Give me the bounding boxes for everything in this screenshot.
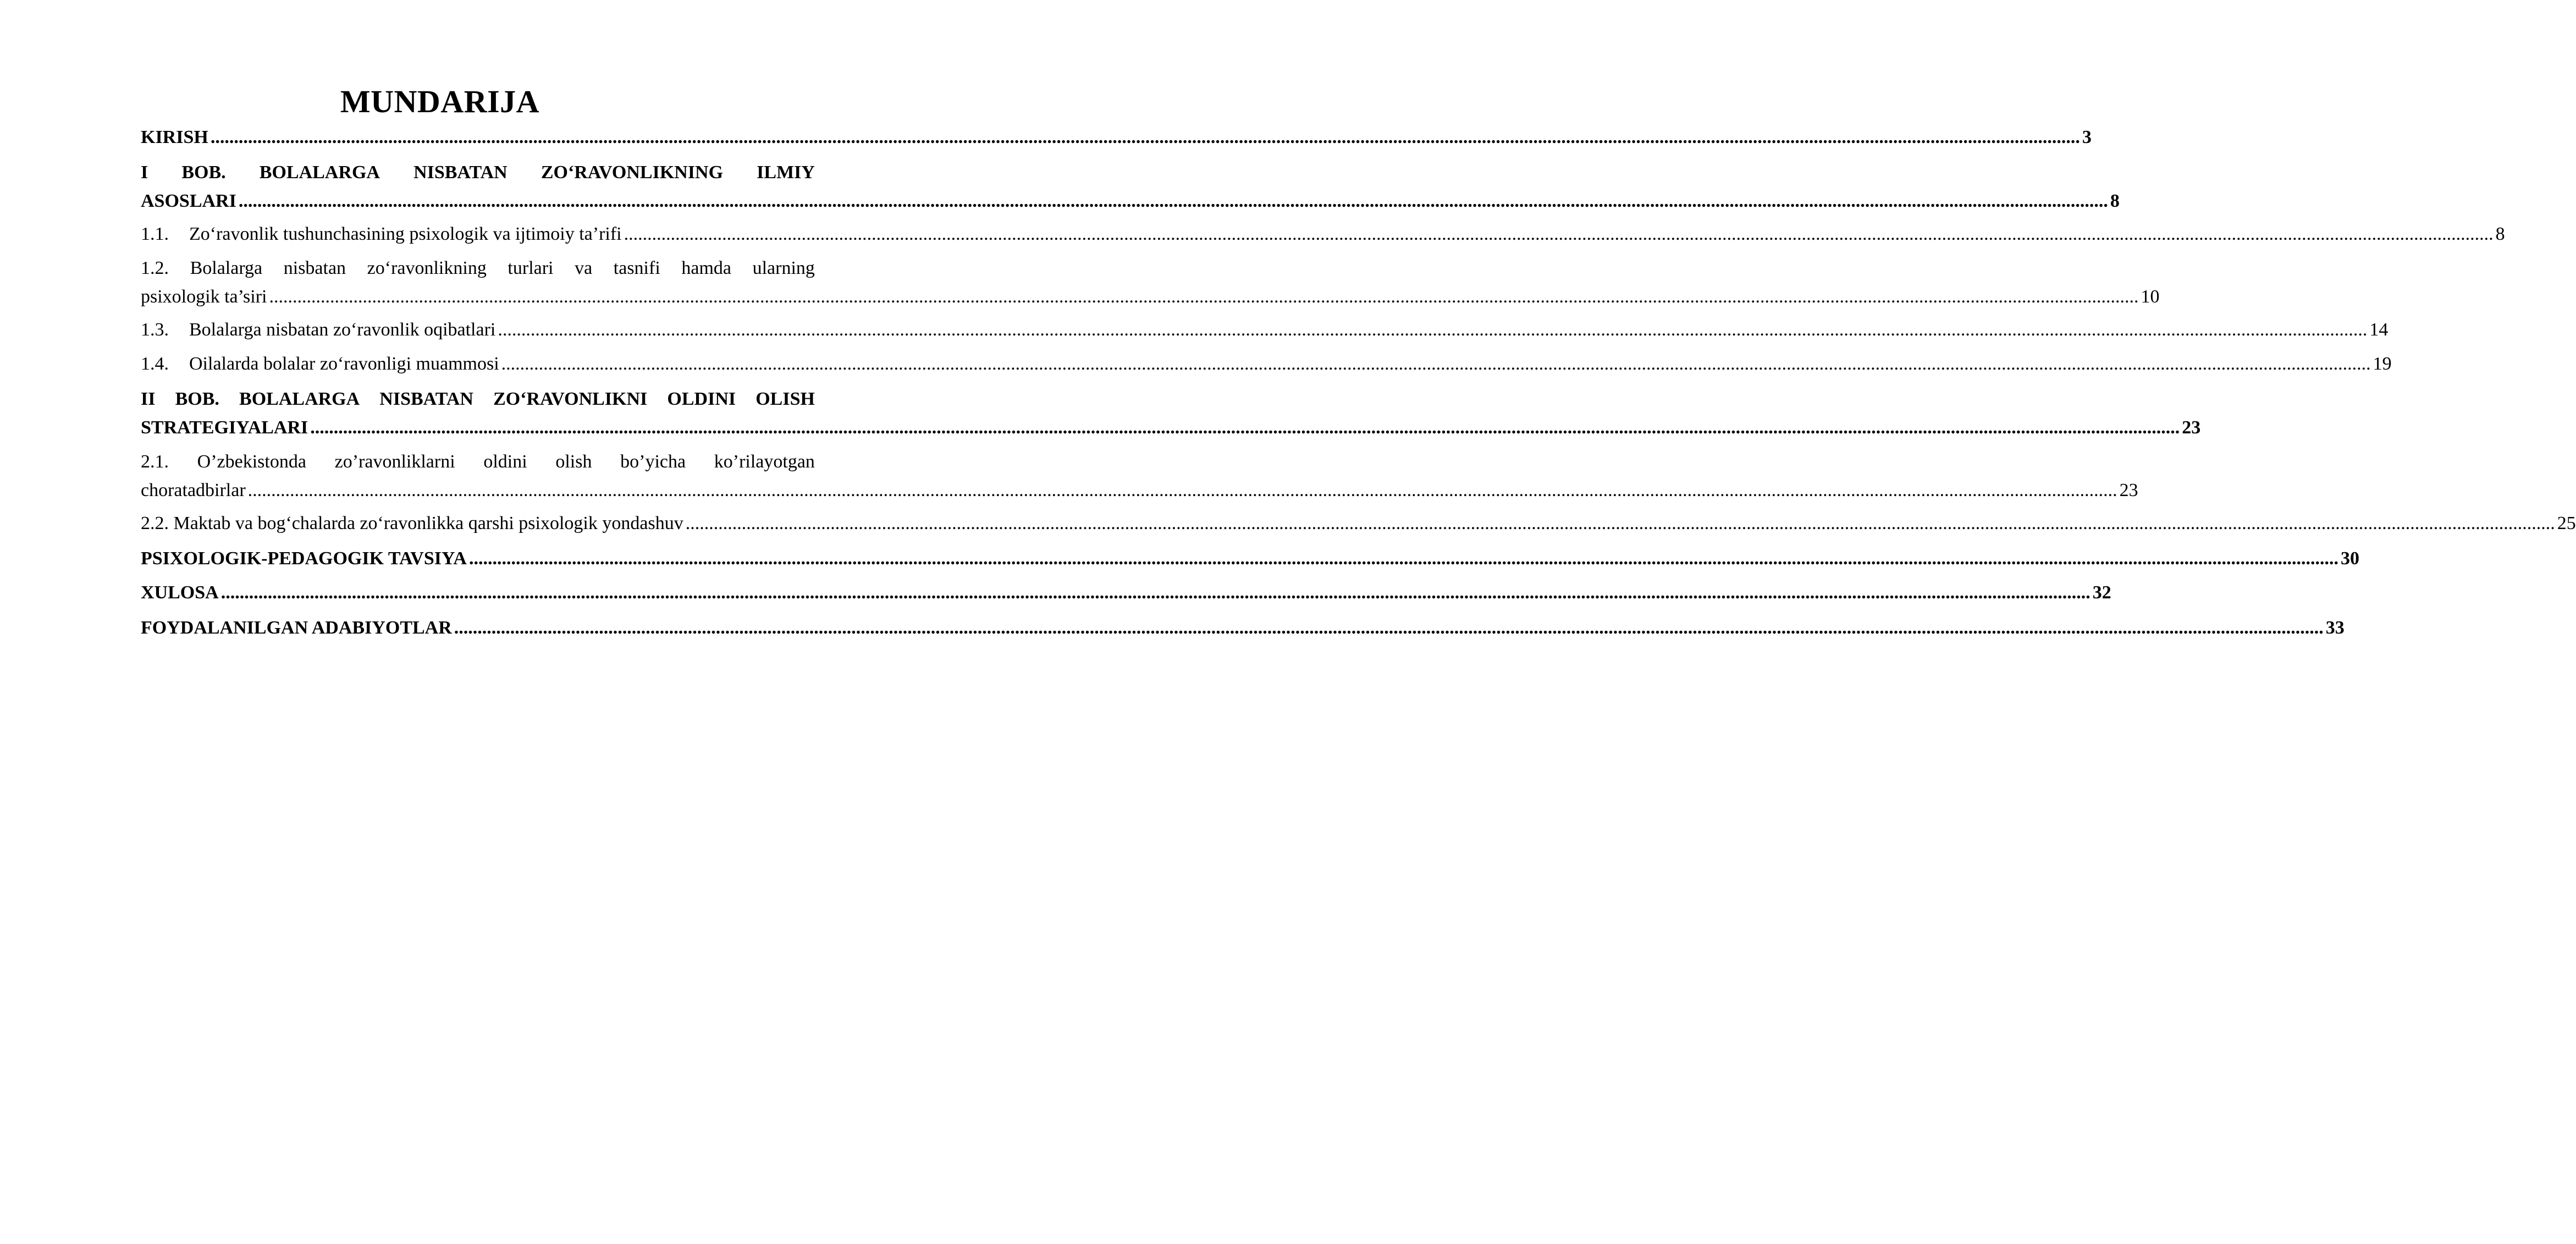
toc-page-number: 14 bbox=[2369, 320, 2389, 340]
toc-entry-label: FOYDALANILGAN ADABIYOTLAR bbox=[141, 618, 452, 638]
toc-section-number: 1.4. bbox=[141, 354, 169, 374]
toc-entry-line1 bbox=[141, 158, 815, 187]
toc-page-number: 23 bbox=[2119, 480, 2138, 500]
toc-page-number: 23 bbox=[2182, 417, 2201, 438]
dot-leader: ................................................................................................................................................................................................................................................................................................................................................................................................................ bbox=[269, 287, 2139, 307]
toc-entry-1-3[interactable] bbox=[141, 316, 2389, 344]
toc-entry-2-1[interactable] bbox=[141, 448, 2138, 505]
toc-entry-label: Zo‘ravonlik tushunchasining psixologik va ijtimoiy ta’rifi bbox=[189, 224, 622, 244]
toc-entry-label: Oilalarda bolalar zo‘ravonligi muammosi bbox=[189, 354, 499, 374]
toc-page-number: 30 bbox=[2340, 548, 2359, 569]
toc-entry-chapter-2[interactable] bbox=[141, 385, 2201, 442]
dot-leader: ................................................................................................................................................................................................................................................................................................................................................................................................................ bbox=[238, 191, 2108, 211]
toc-page-number: 10 bbox=[2141, 287, 2160, 307]
toc-entry-1-1[interactable] bbox=[141, 220, 2505, 249]
toc-entry-label: XULOSA bbox=[141, 582, 219, 603]
toc-entry-label: choratadbirlar bbox=[141, 480, 246, 500]
toc-entry-line1-text: 1.2. Bolalarga nisbatan zo‘ravonlikning turlari va tasnifi hamda ularning bbox=[141, 258, 815, 278]
toc-entry-tavsiya[interactable] bbox=[141, 544, 2359, 573]
toc-page-number: 33 bbox=[2325, 618, 2345, 638]
dot-leader: ................................................................................................................................................................................................................................................................................................................................................................................................................ bbox=[220, 582, 2090, 603]
toc-page-number: 3 bbox=[2082, 127, 2092, 147]
toc-entry-line1-text: I BOB. BOLALARGA NISBATAN ZO‘RAVONLIKNING ILMIY bbox=[141, 162, 815, 183]
toc-entry-chapter-1[interactable] bbox=[141, 158, 2120, 216]
dot-leader: ................................................................................................................................................................................................................................................................................................................................................................................................................ bbox=[247, 480, 2117, 500]
toc-entry-label: 2.2. Maktab va bog‘chalarda zo‘ravonlikka qarshi psixologik yondashuv bbox=[141, 513, 683, 533]
toc-entry-xulosa[interactable] bbox=[141, 579, 2111, 607]
toc-entry-line1 bbox=[141, 385, 815, 414]
toc-page-number: 32 bbox=[2092, 582, 2111, 603]
toc-entry-line1 bbox=[141, 254, 815, 283]
toc-entry-adabiyotlar[interactable] bbox=[141, 614, 2345, 642]
toc-entry-label: PSIXOLOGIK-PEDAGOGIK TAVSIYA bbox=[141, 548, 467, 569]
dot-leader: ................................................................................................................................................................................................................................................................................................................................................................................................................ bbox=[624, 224, 2494, 244]
toc-entry-2-2[interactable] bbox=[141, 509, 2576, 538]
toc-entry-label: KIRISH bbox=[141, 127, 208, 147]
toc-entry-line1-text: 2.1. O’zbekistonda zo’ravonliklarni oldini olish bo’yicha ko’rilayotgan bbox=[141, 452, 815, 472]
toc-entry-kirish[interactable] bbox=[141, 123, 2092, 152]
toc-page-number: 8 bbox=[2495, 224, 2505, 244]
toc-entry-line1-text: II BOB. BOLALARGA NISBATAN ZO‘RAVONLIKNI OLDINI OLISH bbox=[141, 389, 815, 409]
toc-section-number: 1.1. bbox=[141, 224, 169, 244]
dot-leader: ................................................................................................................................................................................................................................................................................................................................................................................................................ bbox=[685, 513, 2555, 533]
toc-entry-label: STRATEGIYALARI bbox=[141, 417, 308, 438]
page-title: MUNDARIJA bbox=[340, 84, 540, 119]
dot-leader: ................................................................................................................................................................................................................................................................................................................................................................................................................ bbox=[210, 127, 2080, 147]
toc-entry-label: psixologik ta’siri bbox=[141, 287, 267, 307]
dot-leader: ................................................................................................................................................................................................................................................................................................................................................................................................................ bbox=[498, 320, 2368, 340]
toc-section-number: 1.3. bbox=[141, 320, 169, 340]
toc-entry-1-2[interactable] bbox=[141, 254, 2160, 311]
dot-leader: ................................................................................................................................................................................................................................................................................................................................................................................................................ bbox=[454, 618, 2324, 638]
dot-leader: ................................................................................................................................................................................................................................................................................................................................................................................................................ bbox=[310, 417, 2180, 438]
dot-leader: ................................................................................................................................................................................................................................................................................................................................................................................................................ bbox=[501, 354, 2371, 374]
toc-page-number: 19 bbox=[2373, 354, 2392, 374]
toc-entry-line1 bbox=[141, 448, 815, 476]
toc-entry-label: ASOSLARI bbox=[141, 191, 236, 211]
toc-page-number: 25 bbox=[2557, 513, 2576, 533]
dot-leader: ................................................................................................................................................................................................................................................................................................................................................................................................................ bbox=[468, 548, 2338, 569]
toc-page-number: 8 bbox=[2110, 191, 2120, 211]
toc-entry-1-4[interactable] bbox=[141, 350, 2392, 378]
toc-entry-label: Bolalarga nisbatan zo‘ravonlik oqibatlari bbox=[189, 320, 496, 340]
